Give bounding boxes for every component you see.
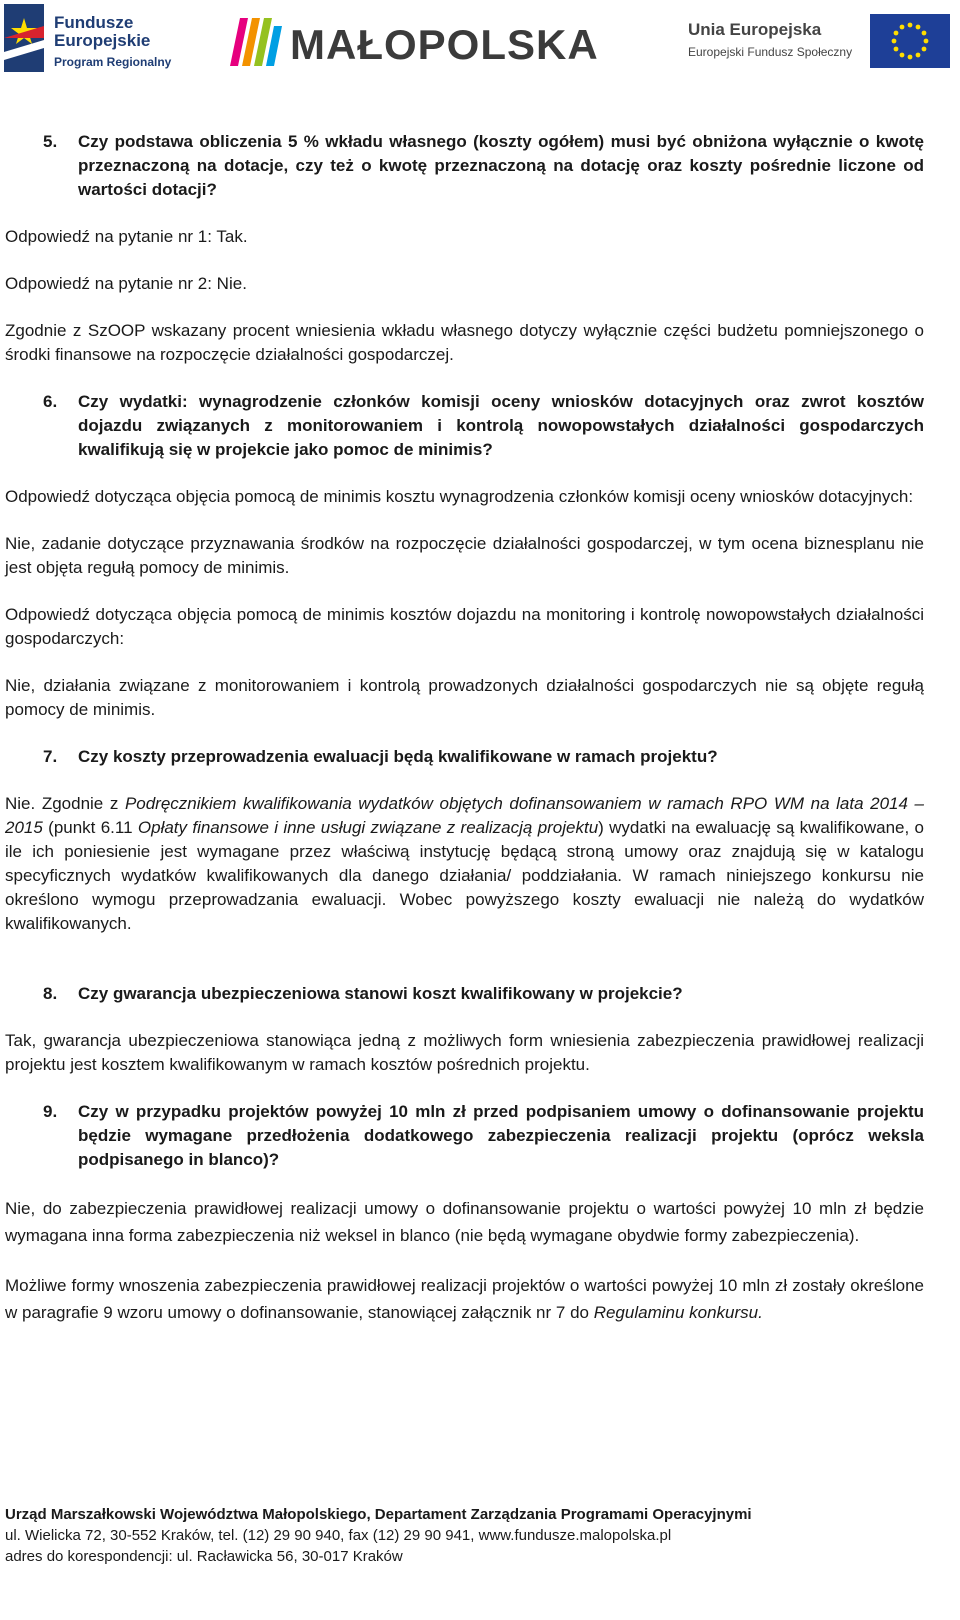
question-7 [5,745,924,769]
fe-logo-line2: Europejskie [54,31,151,50]
section-title: Opłaty finansowe i inne usługi związane z realizacją projektu [137,818,599,837]
fe-logo-line3: Program Regionalny [54,55,172,69]
answer-paragraph: Odpowiedź dotycząca objęcia pomocą de minimis kosztów dojazdu na monitoring i kontrolę nowopowstałych działalności gospodarczych: [5,605,924,648]
answer-text: (punkt 6.11 [42,818,138,837]
unia-europejska-logo [688,12,956,72]
footer-correspondence: adres do korespondencji: ul. Racławicka 56, 30-017 Kraków [5,1548,403,1565]
answer-paragraph: Odpowiedź dotycząca objęcia pomocą de minimis kosztu wynagrodzenia członków komisji oceny wniosków dotacyjnych: [5,487,914,506]
fe-logo-line1: Fundusze [54,13,134,32]
answer-paragraph: Odpowiedź na pytanie nr 1: Tak. [5,227,248,246]
malopolska-logo [228,12,628,72]
page-footer [5,1504,925,1567]
question-5 [5,130,924,202]
question-number: 9. [43,1102,58,1121]
document-body [5,130,924,1326]
ue-logo-line1: Unia Europejska [688,20,822,39]
malopolska-m-icon [228,12,286,68]
answer-paragraph: Tak, gwarancja ubezpieczeniowa stanowiąca jedną z możliwych form wniesienia zabezpieczenia prawidłowej realizacji projektu jest kosztem kwalifikowanym w ramach kosztów pośrednich projektu. [5,1031,924,1074]
question-text: Czy podstawa obliczenia 5 % wkładu własnego (koszty ogółem) musi być obniżona wyłącznie o kwotę przeznaczoną na dotacje, czy też o kwotę przeznaczoną na dotację oraz koszty pośrednie liczone od wartości dotacji? [78,132,924,199]
regulation-title: Regulaminu konkursu. [593,1303,763,1322]
answer-paragraph [5,1272,924,1326]
question-number: 7. [43,747,58,766]
logo-header [0,0,960,84]
footer-address: ul. Wielicka 72, 30-552 Kraków, tel. (12) 29 90 940, fax (12) 29 90 941, www.fundusze.malopolska.pl [5,1527,672,1544]
answer-paragraph: Nie, do zabezpieczenia prawidłowej realizacji umowy o dofinansowanie projektu o wartości powyżej 10 mln zł będzie wymagana inna forma zabezpieczenia niż weksel in blanco (nie będą wymagane obydwie formy zabezpieczenia). [5,1199,924,1245]
answer-paragraph: Odpowiedź na pytanie nr 2: Nie. [5,274,247,293]
question-number: 5. [43,132,58,151]
ue-logo-line2: Europejski Fundusz Społeczny [688,45,853,59]
answer-paragraph: Nie, działania związane z monitorowaniem i kontrolą prowadzonych działalności gospodarczych nie są objęte regułą pomocy de minimis. [5,676,924,719]
malopolska-wordmark: MAŁOPOLSKA [290,21,599,68]
answer-paragraph: Zgodnie z SzOOP wskazany procent wniesienia wkładu własnego dotyczy wyłącznie części budżetu pomniejszonego o środki finansowe na rozpoczęcie działalności gospodarczej. [5,321,924,364]
answer-paragraph [5,792,924,936]
question-8 [5,982,924,1006]
question-text: Czy koszty przeprowadzenia ewaluacji będą kwalifikowane w ramach projektu? [78,747,718,766]
question-text: Czy gwarancja ubezpieczeniowa stanowi koszt kwalifikowany w projekcie? [78,984,683,1003]
handbook-title: Podręcznikiem kwalifikowania wydatków objętych dofinansowaniem w ramach RPO WM na lata 2014 – 2015 [5,794,924,837]
eu-flag-icon [870,14,950,68]
fundusze-europejskie-mark-icon [4,4,44,72]
question-number: 8. [43,984,58,1003]
question-text: Czy w przypadku projektów powyżej 10 mln zł przed podpisaniem umowy o dofinansowanie projektu będzie wymagane przedłożenia dodatkowego zabezpieczenia realizacji projektu (oprócz weksla podpisanego in blanco)? [78,1102,924,1169]
footer-institution: Urząd Marszałkowski Województwa Małopolskiego, Departament Zarządzania Programami Operacyjnymi [5,1506,752,1523]
fundusze-europejskie-logo [4,4,184,74]
question-6 [5,390,924,462]
question-text: Czy wydatki: wynagrodzenie członków komisji oceny wniosków dotacyjnych oraz zwrot kosztów dojazdu związanych z monitorowaniem i kontrolą nowopowstałych działalności gospodarczych kwalifikują się w projekcie jako pomoc de minimis? [78,392,924,459]
question-9 [5,1100,924,1172]
answer-text: Możliwe formy wnoszenia zabezpieczenia prawidłowej realizacji projektów o wartości powyżej 10 mln zł zostały określone w paragrafie 9 wzoru umowy o dofinansowanie, stanowiącej załącznik nr 7 do [5,1276,924,1322]
answer-paragraph: Nie, zadanie dotyczące przyznawania środków na rozpoczęcie działalności gospodarczej, w tym ocena biznesplanu nie jest objęta regułą pomocy de minimis. [5,534,924,577]
answer-text: ) wydatki na ewaluację są kwalifikowane, o ile ich poniesienie jest wymagane przez właściwą instytucję będącą stroną umowy oraz znajdują się w katalogu specyficznych wydatków kwalifikowanych dla danego działania/ poddziałania. W ramach niniejszego konkursu nie określono wymogu przeprowadzania ewaluacji. Wobec powyższego koszty ewaluacji nie należą do wydatków kwalifikowanych. [5,818,924,933]
question-number: 6. [43,392,58,411]
answer-text: Nie. Zgodnie z [5,794,125,813]
